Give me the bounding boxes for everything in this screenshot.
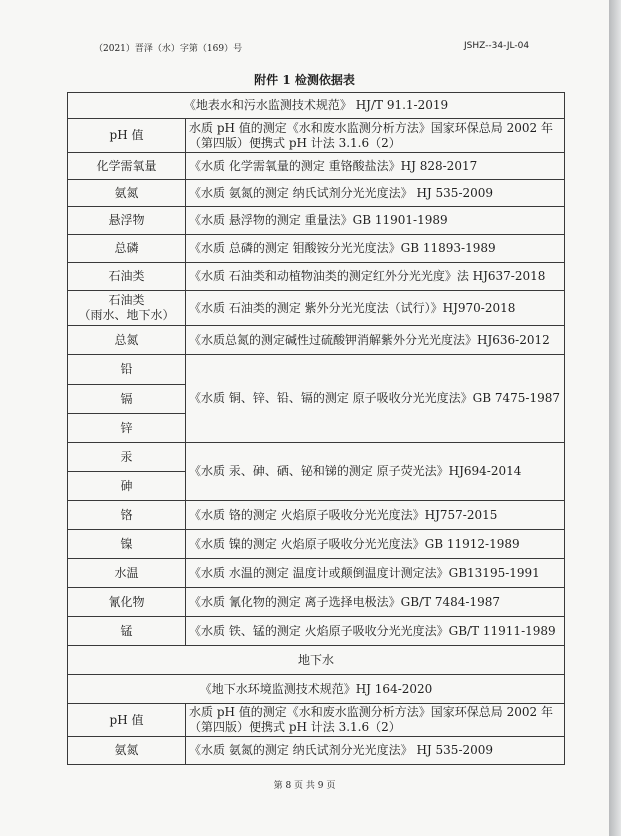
table-row (68, 617, 565, 646)
item-name: 铅 (68, 355, 186, 385)
method-text: 《水质 氨氮的测定 纳氏试剂分光光度法》 HJ 535-2009 (186, 737, 565, 765)
section-header: 《地下水环境监测技术规范》HJ 164-2020 (68, 675, 565, 704)
table-row (68, 326, 565, 355)
item-name: 砷 (68, 472, 186, 501)
table-row (68, 675, 565, 704)
table-row (68, 153, 565, 180)
method-text: 《水质 镍的测定 火焰原子吸收分光光度法》GB 11912-1989 (186, 530, 565, 559)
item-name: 汞 (68, 443, 186, 472)
method-text: 《水质总氮的测定碱性过硫酸钾消解紫外分光光度法》HJ636-2012 (186, 326, 565, 355)
item-name: pH 值 (68, 704, 186, 737)
method-text: 《水质 氨氮的测定 纳氏试剂分光光度法》 HJ 535-2009 (186, 180, 565, 207)
section-header: 《地表水和污水监测技术规范》 HJ/T 91.1-2019 (68, 93, 565, 119)
method-text: 《水质 化学需氧量的测定 重铬酸盐法》HJ 828-2017 (186, 153, 565, 180)
doc-number: （2021）晋泽（水）字第（169）号 (94, 44, 243, 54)
method-text: 《水质 氰化物的测定 离子选择电极法》GB/T 7484-1987 (186, 588, 565, 617)
table-row (68, 646, 565, 675)
item-name: 化学需氧量 (68, 153, 186, 180)
method-text: 《水质 石油类的测定 紫外分光光度法（试行）》HJ970-2018 (186, 291, 565, 326)
table-row (68, 263, 565, 291)
method-text: 水质 pH 值的测定《水和废水监测分析方法》国家环保总局 2002 年（第四版）便携式 pH 计法 3.1.6（2） (186, 119, 565, 153)
table-row (68, 737, 565, 765)
method-text: 水质 pH 值的测定《水和废水监测分析方法》国家环保总局 2002 年（第四版）便携式 pH 计法 3.1.6（2） (186, 704, 565, 737)
item-name: 氰化物 (68, 588, 186, 617)
item-name: 镉 (68, 385, 186, 414)
method-text: 《水质 汞、砷、硒、铋和锑的测定 原子荧光法》HJ694-2014 (186, 443, 565, 501)
item-name: pH 值 (68, 119, 186, 153)
table-row (68, 291, 565, 326)
item-name: 氨氮 (68, 737, 186, 765)
item-name: 悬浮物 (68, 207, 186, 235)
item-name: 氨氮 (68, 180, 186, 207)
page-title: 附件 1 检测依据表 (254, 73, 355, 87)
table-row (68, 559, 565, 588)
item-name: 镍 (68, 530, 186, 559)
page-footer: 第 8 页 共 9 页 (273, 781, 336, 791)
method-text: 《水质 总磷的测定 钼酸铵分光光度法》GB 11893-1989 (186, 235, 565, 263)
section-header: 地下水 (68, 646, 565, 675)
table-row (68, 530, 565, 559)
item-name: 总磷 (68, 235, 186, 263)
table-row (68, 235, 565, 263)
table-row (68, 501, 565, 530)
method-text: 《水质 水温的测定 温度计或颠倒温度计测定法》GB13195-1991 (186, 559, 565, 588)
doc-code: JSHZ--34-JL-04 (464, 41, 530, 51)
method-text: 《水质 悬浮物的测定 重量法》GB 11901-1989 (186, 207, 565, 235)
table-row (68, 180, 565, 207)
table-row (68, 207, 565, 235)
item-name: 石油类 （雨水、地下水） (68, 291, 186, 326)
item-name: 铬 (68, 501, 186, 530)
item-name: 锰 (68, 617, 186, 646)
item-name: 石油类 (68, 263, 186, 291)
table-row (68, 588, 565, 617)
table-row (68, 704, 565, 737)
scan-gutter (609, 0, 621, 836)
table-row (68, 119, 565, 153)
method-text: 《水质 铜、锌、铅、镉的测定 原子吸收分光光度法》GB 7475-1987 (186, 355, 565, 443)
table-row (68, 93, 565, 119)
item-name: 总氮 (68, 326, 186, 355)
method-text: 《水质 铁、锰的测定 火焰原子吸收分光光度法》GB/T 11911-1989 (186, 617, 565, 646)
method-text: 《水质 铬的测定 火焰原子吸收分光光度法》HJ757-2015 (186, 501, 565, 530)
item-name: 水温 (68, 559, 186, 588)
table-row (68, 443, 565, 472)
item-name: 锌 (68, 414, 186, 443)
test-basis-table (67, 92, 565, 765)
table-row (68, 355, 565, 385)
method-text: 《水质 石油类和动植物油类的测定红外分光光度》法 HJ637-2018 (186, 263, 565, 291)
